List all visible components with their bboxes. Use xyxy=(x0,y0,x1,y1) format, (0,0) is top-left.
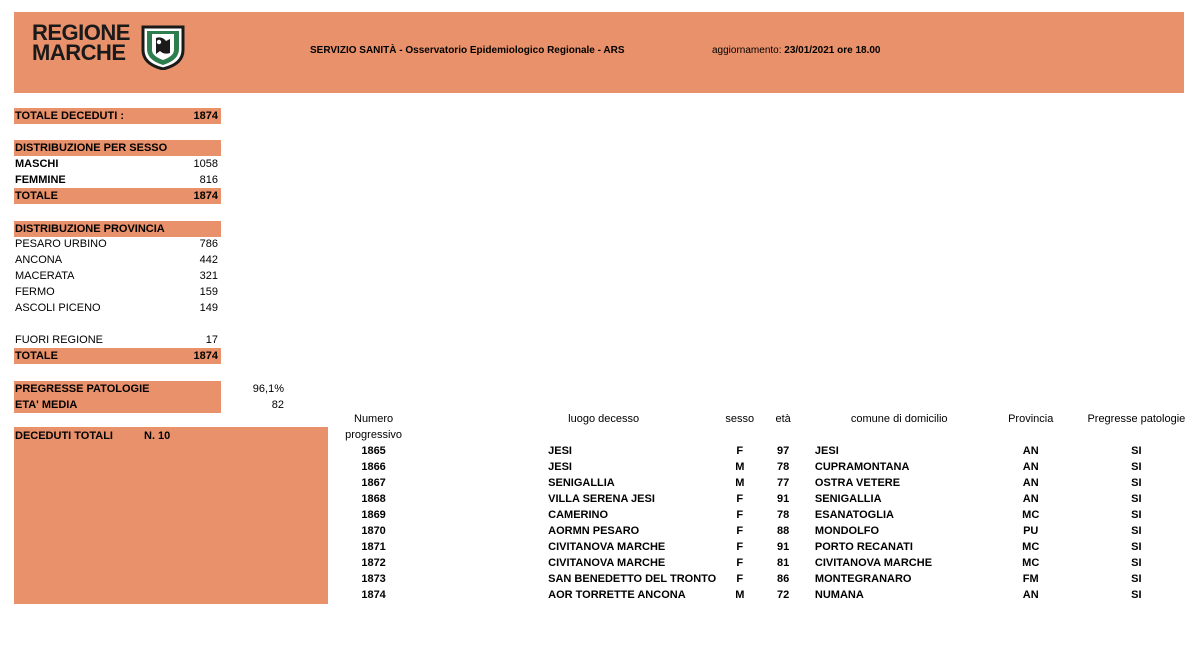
outside-region-value: 17 xyxy=(205,334,218,346)
cell-place: SAN BENEDETTO DEL TRONTO xyxy=(548,573,717,585)
sex-total-value: 1874 xyxy=(193,190,218,202)
cell-sex: F xyxy=(736,557,744,569)
cell-municipality: CIVITANOVA MARCHE xyxy=(814,557,933,569)
province-label: MACERATA xyxy=(15,270,75,282)
cell-comorbidity: SI xyxy=(1131,493,1142,505)
cell-province: MC xyxy=(1022,509,1040,521)
cell-sex: M xyxy=(735,589,745,601)
male-label: MASCHI xyxy=(15,158,59,170)
cell-comorbidity: SI xyxy=(1131,445,1142,457)
table-row xyxy=(336,491,1193,507)
col-header-sex: sesso xyxy=(725,413,755,425)
cell-province: AN xyxy=(1022,445,1039,457)
cell-municipality: OSTRA VETERE xyxy=(814,477,901,489)
female-value: 816 xyxy=(199,174,218,186)
cell-place: CIVITANOVA MARCHE xyxy=(548,541,666,553)
cell-number: 1873 xyxy=(361,573,386,585)
province-label: PESARO URBINO xyxy=(15,238,107,250)
cell-municipality: JESI xyxy=(814,445,839,457)
deaths-table xyxy=(336,411,1193,603)
cell-age: 78 xyxy=(777,461,790,473)
logo-line-1: REGIONE xyxy=(32,20,130,45)
sex-total-label: TOTALE xyxy=(15,190,58,202)
cell-number: 1869 xyxy=(361,509,386,521)
cell-comorbidity: SI xyxy=(1131,525,1142,537)
logo-line-2: MARCHE xyxy=(32,40,126,65)
cell-place: JESI xyxy=(548,445,572,457)
cell-comorbidity: SI xyxy=(1131,509,1142,521)
cell-number: 1870 xyxy=(361,525,386,537)
cell-municipality: MONDOLFO xyxy=(814,525,880,537)
total-deaths-value: 1874 xyxy=(193,110,218,122)
table-row xyxy=(336,539,1193,555)
cell-sex: F xyxy=(736,509,744,521)
daily-deaths-box xyxy=(14,427,328,604)
cell-place: SENIGALLIA xyxy=(548,477,615,489)
cell-place: CIVITANOVA MARCHE xyxy=(548,557,666,569)
cell-place: JESI xyxy=(548,461,572,473)
female-label: FEMMINE xyxy=(15,174,66,186)
cell-age: 81 xyxy=(777,557,790,569)
cell-province: FM xyxy=(1022,573,1039,585)
cell-sex: F xyxy=(736,445,744,457)
male-value: 1058 xyxy=(193,158,218,170)
outside-region-label: FUORI REGIONE xyxy=(15,334,104,346)
sex-distribution-title: DISTRIBUZIONE PER SESSO xyxy=(15,142,168,154)
cell-place: AOR TORRETTE ANCONA xyxy=(548,589,686,601)
province-value: 321 xyxy=(199,270,218,282)
cell-province: MC xyxy=(1022,541,1040,553)
col-header-municipality: comune di domicilio xyxy=(850,413,948,425)
cell-comorbidity: SI xyxy=(1131,477,1142,489)
table-row xyxy=(336,555,1193,571)
daily-deaths-value: N. 10 xyxy=(144,430,171,442)
cell-comorbidity: SI xyxy=(1131,461,1142,473)
province-label: ASCOLI PICENO xyxy=(15,302,101,314)
table-row xyxy=(336,523,1193,539)
cell-comorbidity: SI xyxy=(1131,557,1142,569)
cell-municipality: NUMANA xyxy=(814,589,864,601)
table-row xyxy=(336,571,1193,587)
cell-age: 86 xyxy=(777,573,790,585)
cell-number: 1865 xyxy=(361,445,386,457)
cell-age: 97 xyxy=(777,445,790,457)
cell-place: VILLA SERENA JESI xyxy=(548,493,655,505)
cell-province: MC xyxy=(1022,557,1040,569)
comorbidity-label: PREGRESSE PATOLOGIE xyxy=(15,383,150,395)
table-header-row xyxy=(336,411,1193,443)
cell-age: 78 xyxy=(777,509,790,521)
table-row xyxy=(336,587,1193,603)
cell-number: 1871 xyxy=(361,541,386,553)
daily-deaths-label: DECEDUTI TOTALI xyxy=(15,430,113,442)
update-timestamp xyxy=(712,45,880,56)
province-value: 786 xyxy=(199,238,218,250)
cell-age: 88 xyxy=(777,525,790,537)
cell-place: CAMERINO xyxy=(548,509,609,521)
cell-municipality: CUPRAMONTANA xyxy=(814,461,910,473)
cell-province: AN xyxy=(1022,477,1039,489)
regione-marche-logo xyxy=(32,20,212,73)
mean-age-value: 82 xyxy=(271,399,284,411)
cell-place: AORMN PESARO xyxy=(548,525,640,537)
province-value: 149 xyxy=(199,302,218,314)
cell-age: 91 xyxy=(777,541,790,553)
table-row xyxy=(336,475,1193,491)
cell-comorbidity: SI xyxy=(1131,541,1142,553)
cell-municipality: PORTO RECANATI xyxy=(814,541,913,553)
col-header-comorbidity: Pregresse patologie xyxy=(1087,413,1186,425)
col-header-province: Provincia xyxy=(1008,413,1054,425)
province-label: FERMO xyxy=(15,286,55,298)
service-title: SERVIZIO SANITÀ - Osservatorio Epidemiologico Regionale - ARS xyxy=(310,45,625,56)
col-header-number-line1: Numero xyxy=(354,413,394,425)
province-total-value: 1874 xyxy=(193,350,218,362)
cell-age: 72 xyxy=(777,589,790,601)
province-distribution-title: DISTRIBUZIONE PROVINCIA xyxy=(15,223,165,235)
province-value: 442 xyxy=(199,254,218,266)
col-header-place: luogo decesso xyxy=(568,413,640,425)
table-row xyxy=(336,459,1193,475)
cell-sex: F xyxy=(736,573,744,585)
cell-number: 1872 xyxy=(361,557,386,569)
cell-number: 1874 xyxy=(361,589,386,601)
cell-province: PU xyxy=(1023,525,1039,537)
cell-province: AN xyxy=(1022,493,1039,505)
province-total-label: TOTALE xyxy=(15,350,58,362)
comorbidity-value: 96,1% xyxy=(252,383,284,395)
cell-age: 77 xyxy=(777,477,790,489)
cell-municipality: ESANATOGLIA xyxy=(814,509,894,521)
cell-sex: F xyxy=(736,493,744,505)
cell-province: AN xyxy=(1022,589,1039,601)
col-header-number xyxy=(336,411,411,443)
total-deaths-label: TOTALE DECEDUTI : xyxy=(15,110,124,122)
cell-sex: M xyxy=(735,477,745,489)
header-banner xyxy=(14,12,1184,93)
cell-municipality: SENIGALLIA xyxy=(814,493,882,505)
cell-comorbidity: SI xyxy=(1131,573,1142,585)
table-row xyxy=(336,507,1193,523)
mean-age-label: ETA' MEDIA xyxy=(15,399,78,411)
regional-shield-icon xyxy=(140,24,186,70)
cell-number: 1867 xyxy=(361,477,386,489)
cell-sex: F xyxy=(736,541,744,553)
cell-number: 1866 xyxy=(361,461,386,473)
cell-sex: M xyxy=(735,461,745,473)
cell-province: AN xyxy=(1022,461,1039,473)
province-value: 159 xyxy=(199,286,218,298)
col-header-age: età xyxy=(775,413,791,425)
cell-municipality: MONTEGRANARO xyxy=(814,573,912,585)
update-label: aggiornamento: xyxy=(712,45,785,56)
cell-age: 91 xyxy=(777,493,790,505)
col-header-number-line2: progressivo xyxy=(345,429,402,441)
cell-sex: F xyxy=(736,525,744,537)
table-row xyxy=(336,443,1193,459)
update-value: 23/01/2021 ore 18.00 xyxy=(784,45,881,56)
province-label: ANCONA xyxy=(15,254,63,266)
cell-comorbidity: SI xyxy=(1131,589,1142,601)
cell-number: 1868 xyxy=(361,493,386,505)
